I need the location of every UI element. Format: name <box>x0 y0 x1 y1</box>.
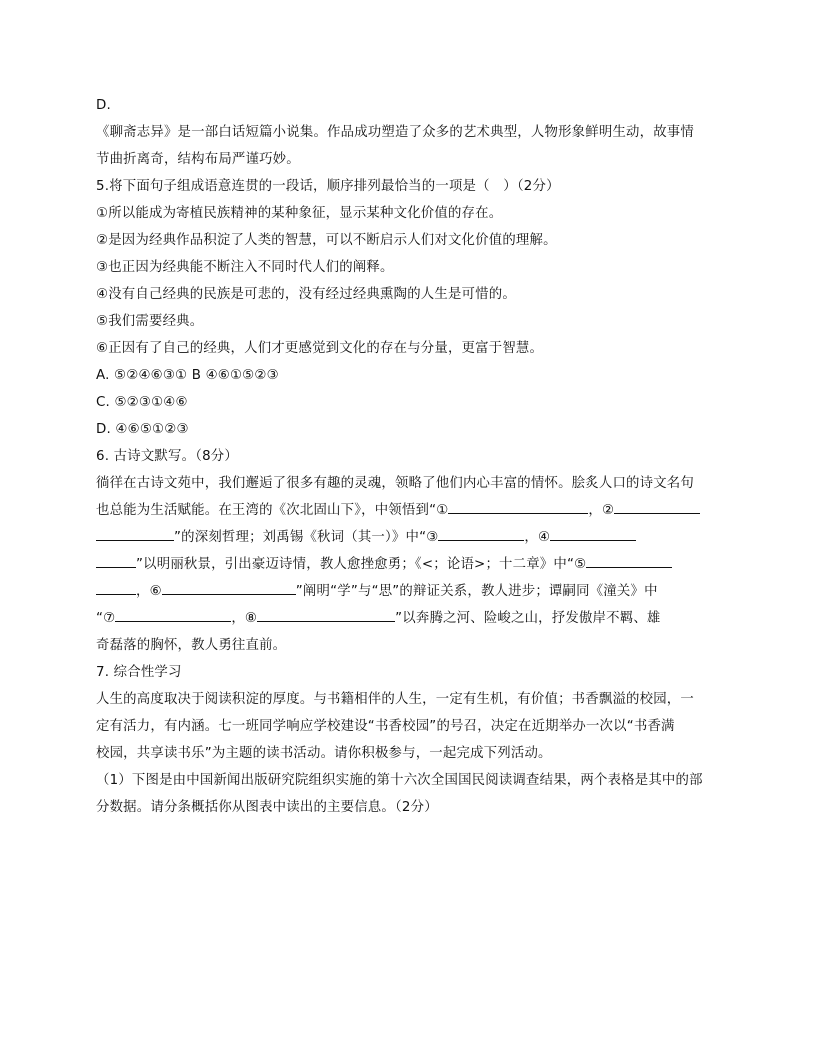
question-6-paragraph-line4 <box>96 551 720 578</box>
sentence-1: ①所以能成为寄植民族精神的某种象征，显示某种文化价值的存在。 <box>96 206 503 221</box>
question-6-paragraph-line7: 奇磊落的胸怀，教人勇往直前。 <box>96 638 287 653</box>
question-6-stem: 6. 古诗文默写。（8分） <box>96 449 238 464</box>
q6-text-segment: “⑦ <box>96 611 116 626</box>
question-7-stem: 7. 综合性学习 <box>96 665 182 680</box>
q6-text-segment: ”阐明“学”与“思”的辩证关系，教人进步；谭嗣同《潼关》中 <box>295 584 658 599</box>
sentence-2: ②是因为经典作品积淀了人类的智慧，可以不断启示人们对文化价值的理解。 <box>96 233 557 248</box>
blank-7[interactable] <box>115 607 231 622</box>
blank-8[interactable] <box>257 607 395 622</box>
blank-5-start[interactable] <box>586 553 672 568</box>
q6-text-segment: ”的深刻哲理；刘禹锡《秋词（其一）》中“③ <box>174 530 439 545</box>
q6-text-segment: ”以奔腾之河、险峻之山，抒发傲岸不羁、雄 <box>395 611 661 626</box>
sub-question-1-line2: 分数据。请分条概括你从图表中读出的主要信息。（2分） <box>96 800 438 815</box>
blank-2-start[interactable] <box>614 499 700 514</box>
blank-2-end[interactable] <box>96 526 174 541</box>
question-6-paragraph-line1: 徜徉在古诗文苑中，我们邂逅了很多有趣的灵魂，领略了他们内心丰富的情怀。脍炙人口的诗文名句 <box>96 476 694 491</box>
q6-text-segment: ”以明丽秋景，引出豪迈诗情，教人愈挫愈勇；《<；论语>；十二章》中“⑤ <box>136 557 587 572</box>
option-a-b: A. ⑤②④⑥③① B ④⑥①⑤②③ <box>96 368 279 383</box>
sentence-5: ⑤我们需要经典。 <box>96 314 204 329</box>
option-d: D. ④⑥⑤①②③ <box>96 422 189 437</box>
question-6-paragraph-line2 <box>96 497 720 524</box>
sentence-6: ⑥正因有了自己的经典，人们才更感觉到文化的存在与分量，更富于智慧。 <box>96 341 544 356</box>
question-6-paragraph-line6 <box>96 605 720 632</box>
q6-text-segment: 也总能为生活赋能。在王湾的《次北固山下》，中领悟到“① <box>96 503 449 518</box>
q6-text-segment: ，⑧ <box>231 611 258 626</box>
option-d-text-line2: 节曲折离奇，结构布局严谨巧妙。 <box>96 152 300 167</box>
blank-3[interactable] <box>438 526 524 541</box>
question-7-paragraph-line2: 定有活力，有内涵。七一班同学响应学校建设“书香校园”的号召，决定在近期举办一次以“书香满 <box>96 719 675 734</box>
question-7-paragraph-line1: 人生的高度取决于阅读积淀的厚度。与书籍相伴的人生，一定有生机，有价值；书香飘溢的校园，一 <box>96 692 694 707</box>
blank-6[interactable] <box>162 580 296 595</box>
blank-1[interactable] <box>448 499 588 514</box>
q6-text-segment: ，④ <box>524 530 551 545</box>
q6-text-segment: ，② <box>588 503 615 518</box>
sub-question-1-line1: （1）下图是由中国新闻出版研究院组织实施的第十六次全国国民阅读调查结果，两个表格是其中的部 <box>96 773 703 788</box>
blank-4-start[interactable] <box>550 526 636 541</box>
blank-5-end[interactable] <box>96 580 136 595</box>
q6-text-segment: ，⑥ <box>136 584 162 599</box>
question-6-paragraph-line5 <box>96 578 720 605</box>
option-c: C. ⑤②③①④⑥ <box>96 395 188 410</box>
question-5-stem: 5.将下面句子组成语意连贯的一段话，顺序排列最恰当的一项是（ ）（2分） <box>96 179 560 194</box>
document-page <box>96 92 720 821</box>
sentence-3: ③也正因为经典能不断注入不同时代人们的阐释。 <box>96 260 394 275</box>
option-d-text-line1: 《聊斋志异》是一部白话短篇小说集。作品成功塑造了众多的艺术典型，人物形象鲜明生动，故事情 <box>96 125 694 140</box>
question-7-paragraph-line3: 校园，共享读书乐”为主题的读书活动。请你积极参与，一起完成下列活动。 <box>96 746 552 761</box>
question-6-paragraph-line3 <box>96 524 720 551</box>
blank-4-end[interactable] <box>96 553 136 568</box>
option-d-label: D. <box>96 98 111 113</box>
sentence-4: ④没有自己经典的民族是可悲的，没有经过经典熏陶的人生是可惜的。 <box>96 287 516 302</box>
